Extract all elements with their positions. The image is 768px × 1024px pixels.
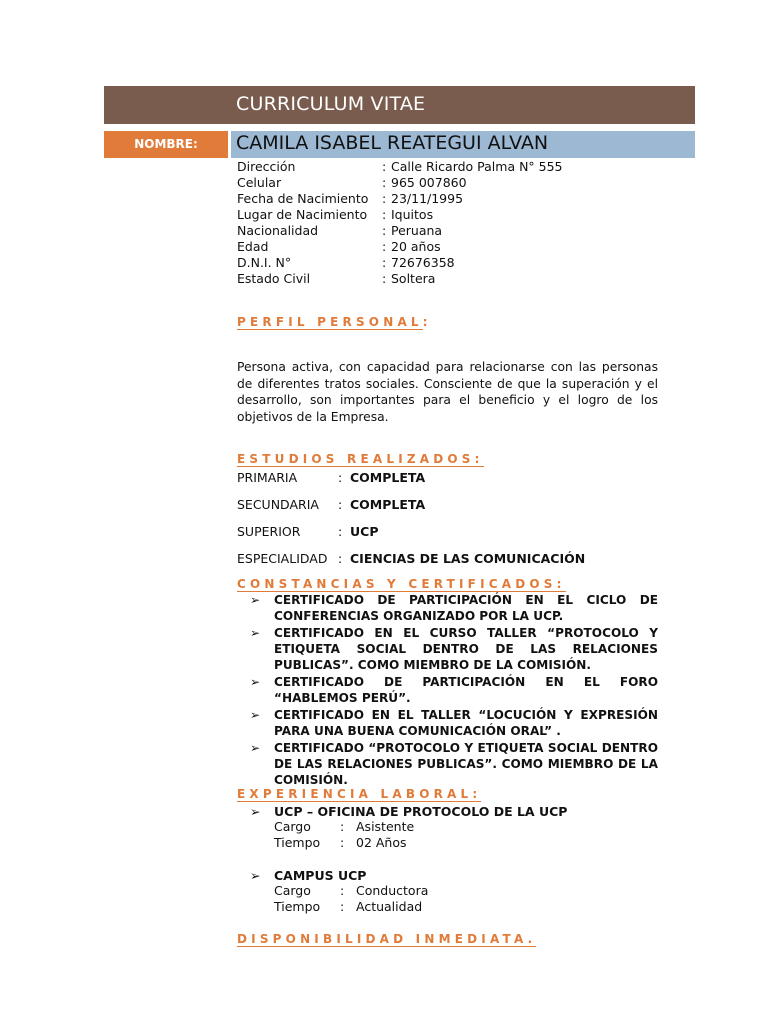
title-bar	[104, 86, 695, 124]
certificate-text: CERTIFICADO EN EL TALLER “LOCUCIÓN Y EXPRESIÓN PARA UNA BUENA COMUNICACIÓN ORAL” .	[274, 708, 658, 738]
profile-heading-colon: :	[422, 315, 432, 329]
job-cargo-value: Conductora	[356, 883, 429, 898]
job-separator: :	[340, 835, 345, 850]
info-value: Calle Ricardo Palma N° 555	[391, 159, 563, 174]
bullet-arrow-icon: ➢	[250, 804, 261, 819]
job-title	[250, 868, 366, 883]
education-value: UCP	[350, 524, 379, 539]
job-cargo-label: Cargo	[274, 883, 311, 898]
job-cargo-row	[274, 819, 567, 835]
info-value: 20 años	[391, 239, 441, 254]
info-label: Celular	[237, 175, 282, 190]
job-separator: :	[340, 819, 345, 834]
info-separator: :	[382, 175, 387, 190]
education-heading-text: ESTUDIOS REALIZADOS:	[237, 452, 484, 466]
info-separator: :	[382, 159, 387, 174]
education-value: CIENCIAS DE LAS COMUNICACIÓN	[350, 551, 586, 566]
education-separator: :	[338, 497, 343, 512]
profile-heading	[237, 315, 432, 329]
job-entry	[250, 804, 567, 851]
certificate-text: CERTIFICADO DE PARTICIPACIÓN EN EL CICLO DE CONFERENCIAS ORGANIZADO POR LA UCP.	[274, 593, 658, 623]
job-tiempo-row	[274, 899, 423, 915]
info-value: Soltera	[391, 271, 436, 286]
job-title	[250, 804, 567, 819]
job-tiempo-row	[274, 835, 567, 851]
education-label: SECUNDARIA	[237, 497, 319, 512]
certificate-text: CERTIFICADO EN EL CURSO TALLER “PROTOCOLO Y ETIQUETA SOCIAL DENTRO DE LAS RELACIONES PUBLICAS”. COMO MIEMBRO DE LA COMISIÓN.	[274, 626, 658, 672]
education-separator: :	[338, 470, 343, 485]
job-tiempo-value: Actualidad	[356, 899, 423, 914]
education-separator: :	[338, 524, 343, 539]
info-label: Estado Civil	[237, 271, 311, 286]
education-value: COMPLETA	[350, 497, 426, 512]
availability-heading	[237, 932, 536, 946]
bullet-arrow-icon: ➢	[250, 741, 261, 755]
cv-title: CURRICULUM VITAE	[236, 93, 426, 115]
bullet-arrow-icon: ➢	[250, 626, 261, 640]
info-separator: :	[382, 223, 387, 238]
bullet-arrow-icon: ➢	[250, 868, 261, 883]
education-value: COMPLETA	[350, 470, 426, 485]
job-separator: :	[340, 883, 345, 898]
info-value: Iquitos	[391, 207, 434, 222]
info-value: 23/11/1995	[391, 191, 464, 206]
certificates-heading	[237, 577, 566, 591]
certificate-item	[250, 674, 658, 706]
job-title-text: CAMPUS UCP	[274, 868, 367, 883]
job-tiempo-label: Tiempo	[274, 899, 321, 914]
availability-heading-text: DISPONIBILIDAD INMEDIATA.	[237, 932, 537, 946]
info-label: D.N.I. N°	[237, 255, 292, 270]
full-name: CAMILA ISABEL REATEGUI ALVAN	[236, 132, 549, 154]
job-entry	[250, 868, 429, 915]
info-value: 965 007860	[391, 175, 467, 190]
info-label: Fecha de Nacimiento	[237, 191, 369, 206]
job-tiempo-label: Tiempo	[274, 835, 321, 850]
job-cargo-row	[274, 883, 429, 899]
profile-heading-text: PERFIL PERSONAL	[237, 315, 423, 329]
info-separator: :	[382, 271, 387, 286]
profile-text: Persona activa, con capacidad para relacionarse con las personas de diferentes tratos sociales. Consciente de que la superación y el desarrollo, son importantes para el beneficio y el logro de los objetivos de la Empresa.	[237, 360, 658, 424]
experience-heading	[237, 787, 481, 801]
info-label: Edad	[237, 239, 269, 254]
certificate-item	[250, 625, 658, 673]
info-label: Nacionalidad	[237, 223, 319, 238]
education-label: SUPERIOR	[237, 524, 301, 539]
info-separator: :	[382, 191, 387, 206]
education-heading	[237, 452, 484, 466]
experience-heading-text: EXPERIENCIA LABORAL:	[237, 787, 482, 801]
info-separator: :	[382, 207, 387, 222]
info-separator: :	[382, 255, 387, 270]
education-separator: :	[338, 551, 343, 566]
info-separator: :	[382, 239, 387, 254]
certificates-heading-text: CONSTANCIAS Y CERTIFICADOS:	[237, 577, 566, 591]
job-tiempo-value: 02 Años	[356, 835, 407, 850]
certificate-item	[250, 707, 658, 739]
name-label: NOMBRE:	[104, 131, 228, 158]
job-separator: :	[340, 899, 345, 914]
certificate-text: CERTIFICADO DE PARTICIPACIÓN EN EL FORO “HABLEMOS PERÚ”.	[274, 675, 658, 705]
job-cargo-value: Asistente	[356, 819, 415, 834]
bullet-arrow-icon: ➢	[250, 708, 261, 722]
bullet-arrow-icon: ➢	[250, 593, 261, 607]
info-value: Peruana	[391, 223, 443, 238]
certificate-text: CERTIFICADO “PROTOCOLO Y ETIQUETA SOCIAL DENTRO DE LAS RELACIONES PUBLICAS”. COMO MIEMBRO DE LA COMISIÓN.	[274, 741, 658, 787]
name-bar	[231, 131, 695, 158]
job-cargo-label: Cargo	[274, 819, 311, 834]
certificates-list	[250, 592, 658, 789]
education-label: ESPECIALIDAD	[237, 551, 328, 566]
certificate-item	[250, 592, 658, 624]
certificate-item	[250, 740, 658, 788]
bullet-arrow-icon: ➢	[250, 675, 261, 689]
info-value: 72676358	[391, 255, 455, 270]
info-label: Lugar de Nacimiento	[237, 207, 368, 222]
info-label: Dirección	[237, 159, 296, 174]
job-title-text: UCP – OFICINA DE PROTOCOLO DE LA UCP	[274, 804, 568, 819]
education-label: PRIMARIA	[237, 470, 298, 485]
